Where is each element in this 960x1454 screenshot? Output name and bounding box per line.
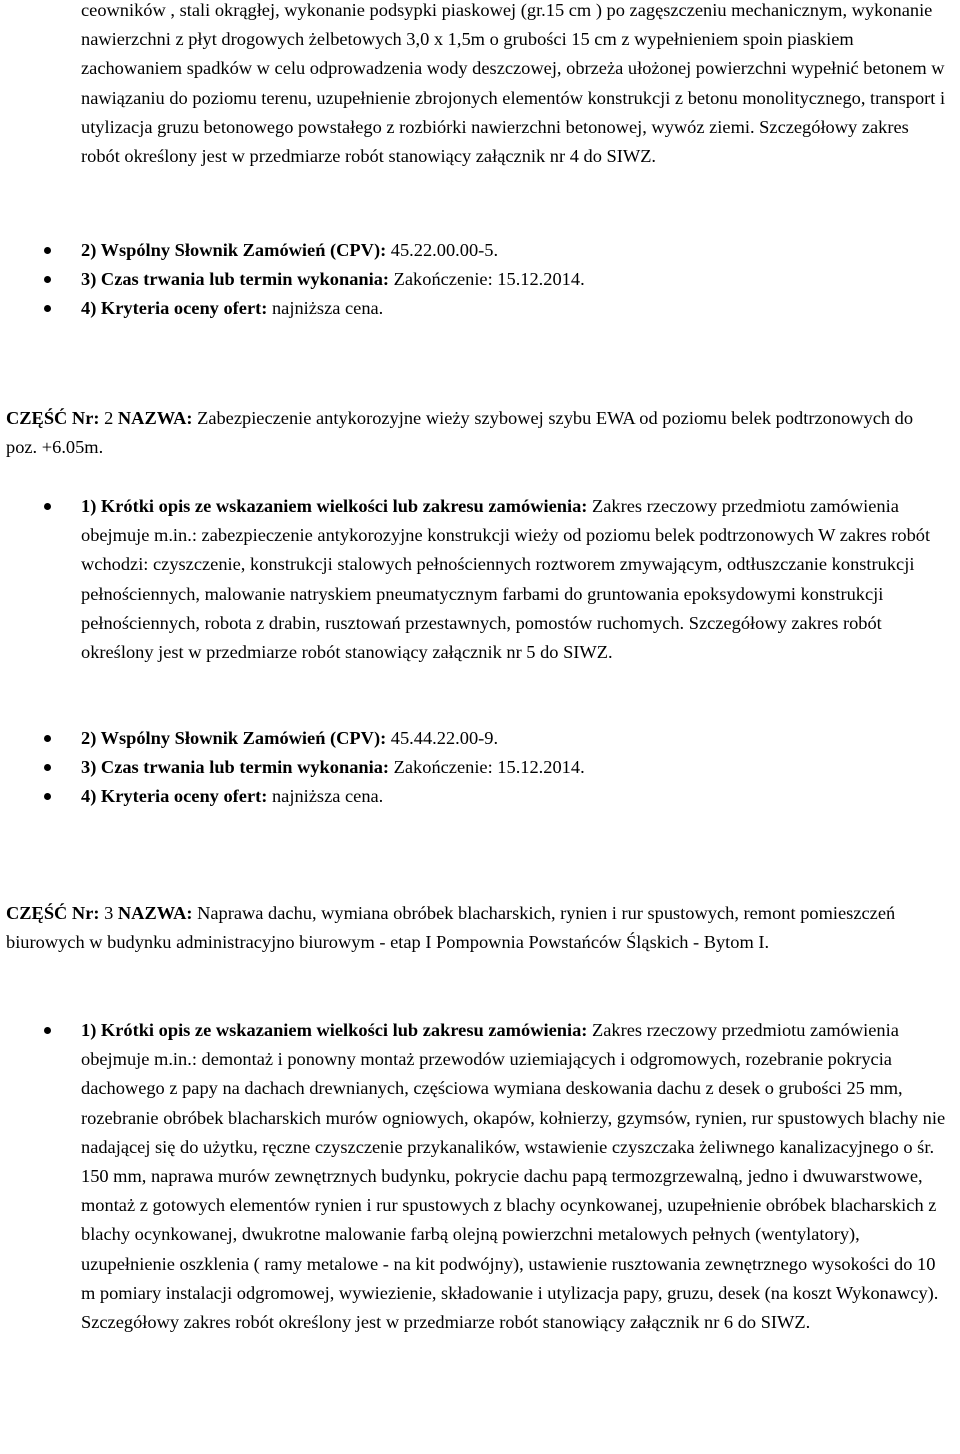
part2-number: 2 [99,408,118,428]
part2-heading [6,404,946,462]
criteria-label: 4) Kryteria oceny ofert: [81,786,268,806]
part2-cpv-item [81,724,946,753]
part3-description-item [81,1016,946,1337]
part1-criteria-item [81,294,946,323]
part3-nazwa-label: NAZWA: [117,903,193,923]
criteria-value: najniższa cena. [267,786,384,806]
description-label: 1) Krótki opis ze wskazaniem wielkości lub zakresu zamówienia: [81,1020,588,1040]
part3-number: 3 [99,903,118,923]
part2-description-item [81,492,946,667]
part1-description-continuation: ceowników , stali okrągłej, wykonanie podsypki piaskowej (gr.15 cm ) po zagęszczeniu mechanicznym, wykonanie nawierzchni z płyt drogowych żelbetowych 3,0 x 1,5m o grubości 15 cm z wypełnieniem spoin piaskiem zachowaniem spadków w celu odprowadzenia wody deszczowej, obrzeża ułożonej powierzchni wypełnić betonem w nawiązaniu do poziomu terenu, uzupełnienie zbrojonych elementów konstrukcji z betonu monolitycznego, transport i utylizacja gruzu betonowego powstałego z rozbiórki nawierzchni betonowej, wywóz ziemi. Szczegółowy zakres robót określony jest w przedmiarze robót stanowiący załącznik nr 4 do SIWZ. [81,0,946,167]
deadline-value: Zakończenie: 15.12.2014. [389,269,585,289]
cpv-label: 2) Wspólny Słownik Zamówień (CPV): [81,728,387,748]
description-label: 1) Krótki opis ze wskazaniem wielkości lub zakresu zamówienia: [81,496,588,516]
description-value: Zakres rzeczowy przedmiotu zamówienia obejmuje m.in.: demontaż i ponowny montaż przewodów uziemiających i odgromowych, rozebranie pokrycia dachowego z papy na dachach drewnianych, częściowa wymiana deskowania dachu z desek o grubości 25 mm, rozebranie obróbek blacharskich murów ogniowych, okapów, kołnierzy, gzymsów, rynien, rur spustowych blachy nie nadającej się do użytku, ręczne czyszczenie przykanalików, wstawienie czyszczaka żeliwnego kanalizacyjnego o śr. 150 mm, naprawa murów zewnętrznych budynku, pokrycie dachu papą termozgrzewalną, jedno i dwuwarstwowe, montaż z gotowych elementów rynien i rur spustowych z blachy ocynkowanej, uzupełnienie obróbek blacharskich z blachy ocynkowanej, dwukrotne malowanie farbą olejną powierzchni metalowych pełnych (wentylatory), uzupełnienie oszklenia ( ramy metalowe - na kit podwójny), ustawienie rusztowania zewnętrznego wysokości do 10 m pomiary instalacji odgromowej, wywiezienie, składowanie i utylizacja papy, gruzu, desek (na koszt Wykonawcy). Szczegółowy zakres robót określony jest w przedmiarze robót stanowiący załącznik nr 6 do SIWZ. [81,1020,946,1333]
cpv-label: 2) Wspólny Słownik Zamówień (CPV): [81,240,387,260]
criteria-value: najniższa cena. [267,298,384,318]
part2-name: Zabezpieczenie antykorozyjne wieży szybowej szybu EWA od poziomu belek podtrzonowych do poz. +6.05m. [6,408,914,458]
cpv-value: 45.44.22.00-9. [386,728,499,748]
part2-criteria-item [81,782,946,811]
part3-czesc-label: CZĘŚĆ Nr: [6,903,100,923]
description-value: Zakres rzeczowy przedmiotu zamówienia obejmuje m.in.: zabezpieczenie antykorozyjne konstrukcji wieży od poziomu belek podtrzonowych W zakres robót wchodzi: czyszczenie, konstrukcji stalowych pełnościennych roztworem zmywającym, odtłuszczanie konstrukcji pełnościennych, malowanie natryskiem pneumatycznym farbami do gruntowania epoksydowymi konstrukcji pełnościennych, robota z drabin, rusztowań przestawnych, pomostów ruchomych. Szczegółowy zakres robót określony jest w przedmiarze robót stanowiący załącznik nr 5 do SIWZ. [81,496,931,663]
part3-heading [6,899,946,957]
part2-deadline-item [81,753,946,782]
deadline-value: Zakończenie: 15.12.2014. [389,757,585,777]
cpv-value: 45.22.00.00-5. [386,240,499,260]
criteria-label: 4) Kryteria oceny ofert: [81,298,268,318]
deadline-label: 3) Czas trwania lub termin wykonania: [81,269,390,289]
deadline-label: 3) Czas trwania lub termin wykonania: [81,757,390,777]
part3-name: Naprawa dachu, wymiana obróbek blacharskich, rynien i rur spustowych, remont pomieszczeń biurowych w budynku administracyjno biurowym - etap I Pompownia Powstańców Śląskich - Bytom I. [6,903,896,953]
part2-nazwa-label: NAZWA: [117,408,193,428]
part1-cpv-item [81,236,946,265]
part2-czesc-label: CZĘŚĆ Nr: [6,408,100,428]
part1-deadline-item [81,265,946,294]
